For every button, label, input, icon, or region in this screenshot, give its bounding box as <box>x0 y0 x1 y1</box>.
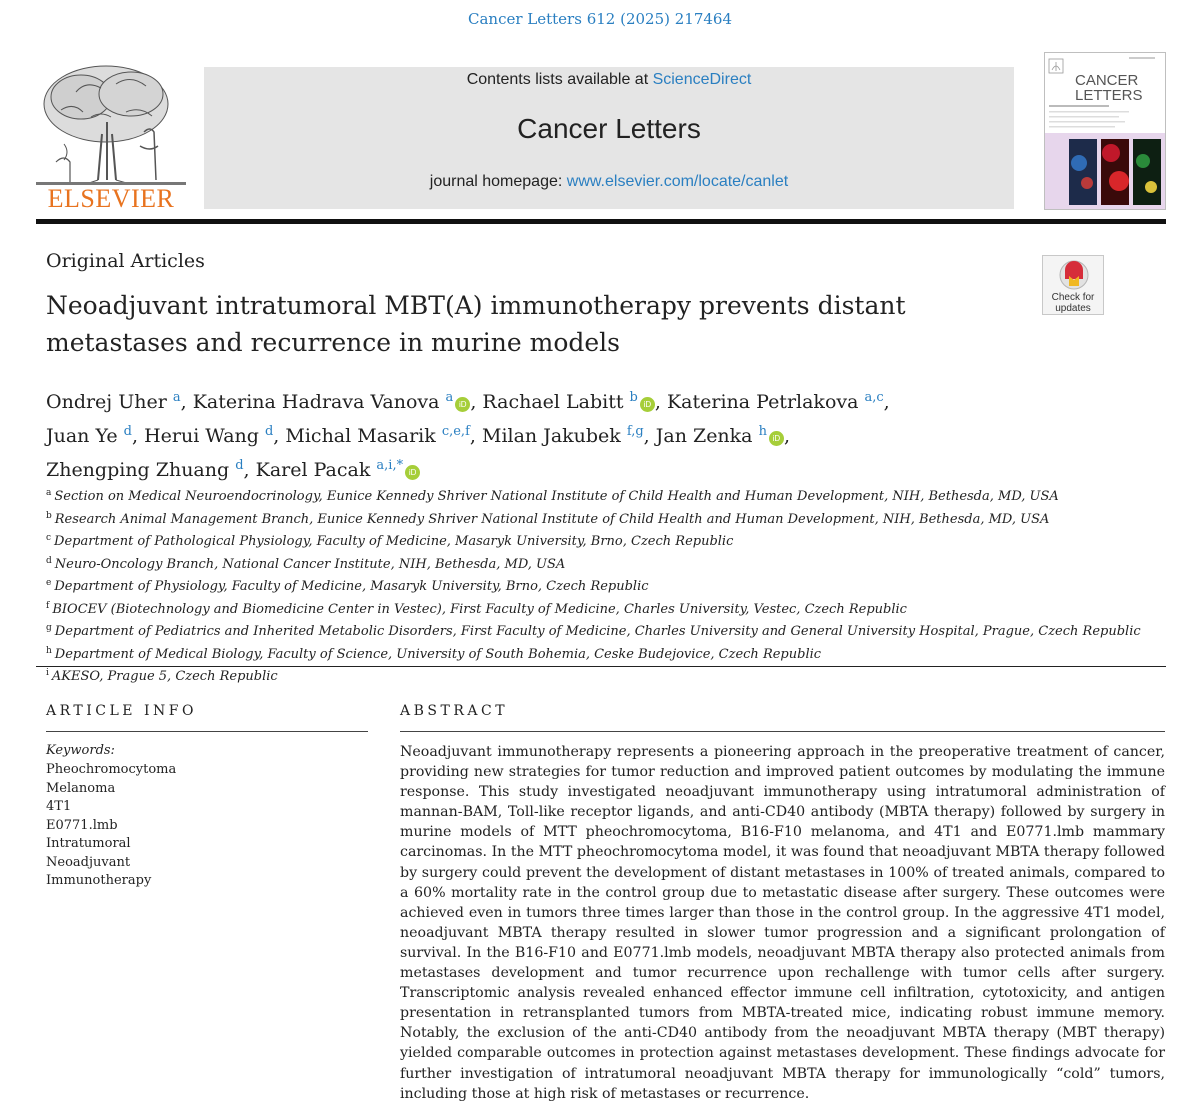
crossmark-text <box>1043 292 1103 314</box>
affiliation-text: Department of Pediatrics and Inherited Metabolic Disorders, First Faculty of Medicine, Charles University and General University Hospital, Prague, Czech Republic <box>54 624 1141 639</box>
article-info-heading: ARTICLE INFO <box>46 703 197 719</box>
author-affiliation-marker[interactable]: a,c <box>864 390 884 405</box>
keyword-item: Neoadjuvant <box>46 854 131 870</box>
author-affiliation-marker[interactable]: a <box>172 390 181 405</box>
cover-title-line2: LETTERS <box>1075 87 1143 104</box>
abstract-rule <box>400 731 1165 732</box>
affiliation-text: Research Animal Management Branch, Eunice Kennedy Shriver National Institute of Child Health and Human Development, NIH, Bethesda, MD, USA <box>54 511 1050 527</box>
author <box>256 459 420 481</box>
article-info-rule <box>46 731 368 732</box>
citation[interactable]: Cancer Letters 612 (2025) 217464 <box>467 10 732 28</box>
sciencedirect-link[interactable]: ScienceDirect <box>652 71 752 88</box>
keyword-item: 4T1 <box>46 799 72 814</box>
author-affiliation-marker[interactable]: b <box>629 390 638 405</box>
author: Ondrej Uher $^a$, <box>46 390 193 413</box>
affiliation-item <box>46 597 1146 620</box>
author-affiliation-marker[interactable]: f,g <box>626 424 644 439</box>
affiliation-item <box>46 484 1146 507</box>
affiliation-text: Neuro-Oncology Branch, National Cancer Institute, NIH, Bethesda, MD, USA <box>54 556 566 572</box>
affiliation-item <box>46 642 1146 665</box>
affiliation-item <box>46 552 1146 575</box>
author-list <box>46 383 1046 485</box>
author-name[interactable]: Katerina Hadrava Vanova <box>192 391 440 413</box>
affiliation-item <box>46 574 1146 597</box>
author-affiliation-marker[interactable]: a <box>445 390 454 405</box>
author: Katerina Petrlakova $^{a,c}$, <box>666 390 890 413</box>
affiliation-text: AKESO, Prague 5, Czech Republic <box>51 669 278 684</box>
affiliation-key: f <box>46 600 50 611</box>
author-affiliation-marker[interactable]: h <box>758 424 767 439</box>
orcid-icon[interactable]: iD <box>455 397 470 412</box>
section-label: Original Articles <box>46 250 205 272</box>
affiliation-list <box>46 484 1146 687</box>
affiliation-key: c <box>46 533 52 543</box>
crossmark-line1: Check for <box>1051 292 1095 303</box>
affiliation-text: Department of Pathological Physiology, Faculty of Medicine, Masaryk University, Brno, Czech Republic <box>54 534 734 549</box>
affiliation-key: i <box>46 668 49 678</box>
author: Rachael Labitt $^b$ iD , <box>482 390 667 413</box>
cover-title-line1: CANCER <box>1075 72 1139 89</box>
author-name[interactable]: Katerina Petrlakova <box>666 391 859 413</box>
author-affiliation-marker[interactable]: d <box>235 458 244 473</box>
author: Milan Jakubek $^{f,g}$, <box>481 424 656 447</box>
author: Zhengping Zhuang $^d$, <box>46 458 256 481</box>
author-name[interactable]: Juan Ye <box>46 425 118 447</box>
author: Herui Wang $^d$, <box>144 424 286 447</box>
affiliation-key: b <box>46 510 52 521</box>
affiliation-text: Section on Medical Neuroendocrinology, Eunice Kennedy Shriver National Institute of Child Health and Human Development, NIH, Bethesda, MD, USA <box>54 489 1059 504</box>
cover-title <box>1075 73 1143 103</box>
keyword-item: Melanoma <box>46 780 116 796</box>
homepage-line <box>204 173 1014 191</box>
author: Michal Masarik $^{c,e,f}$, <box>285 424 482 447</box>
orcid-icon[interactable]: iD <box>769 431 784 446</box>
contents-prefix: Contents lists available at <box>466 71 653 88</box>
author-name[interactable]: Milan Jakubek <box>481 425 621 447</box>
author: Jan Zenka $^h$ iD , <box>655 424 790 447</box>
crossmark-button[interactable] <box>1042 255 1104 315</box>
keyword-item: E0771.lmb <box>46 817 118 833</box>
author-name[interactable]: Herui Wang <box>144 425 259 447</box>
masthead <box>36 52 1166 220</box>
author: Katerina Hadrava Vanova $^a$ iD , <box>192 390 483 413</box>
keyword-item: Immunotherapy <box>46 873 152 888</box>
affiliation-text: BIOCEV (Biotechnology and Biomedicine Center in Vestec), First Faculty of Medicine, Charles University, Vestec, Czech Republic <box>52 601 907 617</box>
rule-before-info <box>36 666 1166 667</box>
author-affiliation-marker[interactable]: d <box>264 424 274 439</box>
author-affiliation-marker[interactable]: a,i,* <box>376 458 404 473</box>
author-name[interactable]: Michal Masarik <box>285 425 436 447</box>
header-rule <box>36 219 1166 224</box>
author-name[interactable]: Karel Pacak <box>255 459 371 481</box>
publisher-name[interactable]: ELSEVIER <box>47 184 175 213</box>
orcid-icon[interactable]: iD <box>640 397 655 412</box>
affiliation-key: a <box>46 488 52 498</box>
keyword-item: Intratumoral <box>46 836 131 851</box>
author-name[interactable]: Jan Zenka <box>655 425 753 447</box>
journal-cover[interactable] <box>1044 52 1166 210</box>
affiliation-key: g <box>46 623 52 633</box>
affiliation-text: Department of Physiology, Faculty of Medicine, Masaryk University, Brno, Czech Republic <box>54 579 649 594</box>
author-affiliation-marker[interactable]: c,e,f <box>441 424 470 439</box>
author-affiliation-marker[interactable]: d <box>123 424 132 439</box>
keyword-item: Pheochromocytoma <box>46 762 177 777</box>
journal-banner <box>204 67 1014 209</box>
homepage-link[interactable]: www.elsevier.com/locate/canlet <box>566 173 789 190</box>
crossmark-icon <box>1043 256 1105 296</box>
affiliation-item <box>46 619 1146 642</box>
keywords-label: Keywords: <box>46 743 115 758</box>
affiliation-key: h <box>46 645 52 656</box>
homepage-prefix: journal homepage: <box>429 173 567 190</box>
author-name[interactable]: Zhengping Zhuang <box>46 459 230 481</box>
affiliation-item <box>46 529 1146 552</box>
orcid-icon[interactable]: iD <box>405 465 420 480</box>
author: Juan Ye $^d$, <box>46 424 145 447</box>
affiliation-item <box>46 664 1146 687</box>
abstract-heading: ABSTRACT <box>400 703 509 719</box>
affiliation-text: Department of Medical Biology, Faculty of Science, University of South Bohemia, Ceske Budejovice, Czech Republic <box>54 646 822 662</box>
affiliation-key: e <box>46 578 52 588</box>
keywords-list <box>46 761 176 891</box>
author-name[interactable]: Rachael Labitt <box>482 391 624 413</box>
crossmark-line2: updates <box>1055 303 1091 314</box>
abstract-text: Neoadjuvant immunotherapy represents a pioneering approach in the preoperative treatment of cancer, providing new strategies for tumor reduction and improved patient outcomes by modulating the immune response. This study investigated neoadjuvant immunotherapy using intratumoral administration of mannan-BAM, Toll-like receptor ligands, and anti-CD40 antibody (MBTA therapy) followed by surgery in murine models of MTT pheochromocytoma, B16-F10 melanoma, and 4T1 and E0771.lmb mammary carcinomas. In the MTT pheochromocytoma model, it was found that neoadjuvant MBTA therapy followed by surgery could prevent the development of distant metastases in 100% of treated animals, compared to a 60% mortality rate in the control group due to metastatic disease after surgery. These outcomes were achieved even in tumors three times larger than those in the control group. In the aggressive 4T1 model, neoadjuvant MBTA therapy resulted in slower tumor progression and a significant prolongation of survival. In the B16-F10 and E0771.lmb models, neoadjuvant MBTA therapy also protected animals from metastases development and tumor recurrence upon rechallenge with tumor cells after surgery. Transcriptomic analysis revealed enhanced effector immune cell infiltration, cytotoxicity, and antigen presentation in retransplanted tumors from MBTA-treated mice, indicating robust immune memory. Notably, the exclusion of the anti-CD40 antibody from the neoadjuvant MBTA therapy (MBT therapy) yielded comparable outcomes in protection against metastases development. These findings advocate for further investigation of intratumoral neoadjuvant MBTA therapy for immunologically “cold” tumors, including those at high risk of metastases or recurrence. <box>400 744 1165 1102</box>
contents-line <box>204 71 1014 89</box>
journal-title[interactable]: Cancer Letters <box>517 113 701 144</box>
author-name[interactable]: Ondrej Uher <box>46 391 167 413</box>
affiliation-item <box>46 507 1146 530</box>
affiliation-key: d <box>46 555 52 566</box>
article-title: Neoadjuvant intratumoral MBT(A) immunotherapy prevents distant metastases and recurrence in murine models <box>46 291 906 357</box>
